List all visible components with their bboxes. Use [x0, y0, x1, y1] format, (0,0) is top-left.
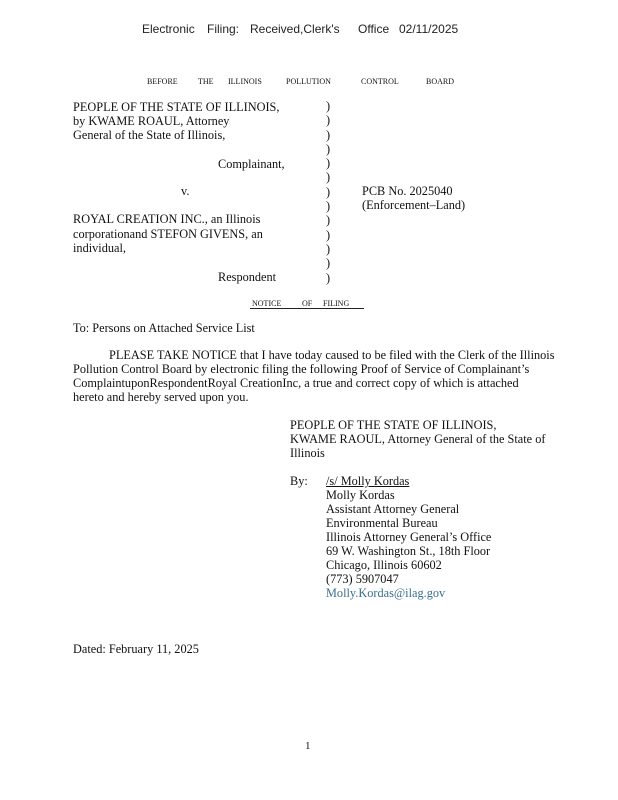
- party-line: Illinois: [290, 446, 325, 460]
- paren: ): [326, 199, 331, 214]
- body-line: PLEASE TAKE NOTICE that I have today caused to be filed with the Clerk of the Illinois: [109, 348, 555, 362]
- plaintiff-line: General of the State of Illinois,: [73, 128, 226, 142]
- body-line: Pollution Control Board by electronic filing the following Proof of Service of Complainant’s: [73, 362, 530, 376]
- signer-phone: (773) 5907047: [326, 572, 399, 586]
- paren: ): [326, 127, 331, 142]
- paren: ): [326, 156, 331, 171]
- complainant-label: Complainant,: [218, 157, 285, 171]
- paren: ): [326, 213, 331, 228]
- body-line: hereto and hereby served upon you.: [73, 390, 249, 404]
- heading-word: BEFORE: [147, 77, 178, 86]
- respondent-label: Respondent: [218, 270, 277, 284]
- signer-bureau: Environmental Bureau: [326, 516, 438, 530]
- paren: ): [326, 241, 331, 256]
- stamp-word-electronic: Electronic: [142, 22, 195, 36]
- paren: ): [326, 141, 331, 156]
- paren: ): [326, 227, 331, 242]
- case-number: PCB No. 2025040: [362, 184, 453, 198]
- plaintiff-line: PEOPLE OF THE STATE OF ILLINOIS,: [73, 100, 280, 114]
- paren: ): [326, 184, 331, 199]
- defendant-line: ROYAL CREATION INC., an Illinois: [73, 212, 261, 226]
- email-link[interactable]: Molly.Kordas@ilag.gov: [326, 586, 446, 600]
- stamp-word-received: Received,Clerk's: [250, 22, 340, 36]
- caption-parenthesis-column: [326, 99, 334, 285]
- signer-title: Assistant Attorney General: [326, 502, 460, 516]
- heading-word: ILLINOIS: [228, 77, 262, 86]
- heading-word: POLLUTION: [286, 77, 331, 86]
- stamp-word-office: Office: [358, 22, 390, 36]
- body-line: ComplaintuponRespondentRoyal CreationInc, a true and correct copy of which is attached: [73, 376, 519, 390]
- defendant-line: corporationand STEFON GIVENS, an: [73, 227, 263, 241]
- stamp-word-filing: Filing:: [207, 22, 240, 36]
- electronic-signature: /s/ Molly Kordas: [326, 474, 410, 488]
- case-type: (Enforcement–Land): [362, 198, 466, 212]
- notice-word: FILING: [323, 299, 350, 308]
- signer-city: Chicago, Illinois 60602: [326, 558, 442, 572]
- paren: ): [326, 170, 331, 185]
- paren: ): [326, 113, 331, 128]
- notice-underline: [250, 308, 364, 309]
- party-line: PEOPLE OF THE STATE OF ILLINOIS,: [290, 418, 497, 432]
- paren: ): [326, 270, 331, 285]
- notice-word: OF: [302, 299, 313, 308]
- notice-word: NOTICE: [252, 299, 282, 308]
- dated-line: Dated: February 11, 2025: [73, 642, 199, 656]
- signer-office: Illinois Attorney General’s Office: [326, 530, 492, 544]
- defendant-line: individual,: [73, 241, 126, 255]
- paren: ): [326, 99, 331, 113]
- signer-street: 69 W. Washington St., 18th Floor: [326, 544, 491, 558]
- heading-word: THE: [198, 77, 214, 86]
- by-label: By:: [290, 474, 308, 488]
- heading-word: CONTROL: [361, 77, 399, 86]
- versus-label: v.: [181, 184, 190, 198]
- heading-word: BOARD: [426, 77, 455, 86]
- paren: ): [326, 256, 331, 271]
- to-line: To: Persons on Attached Service List: [73, 321, 255, 335]
- page-number: 1: [305, 740, 311, 752]
- plaintiff-line: by KWAME ROAUL, Attorney: [73, 114, 230, 128]
- stamp-date: 02/11/2025: [399, 22, 459, 36]
- signer-name: Molly Kordas: [326, 488, 395, 502]
- party-line: KWAME RAOUL, Attorney General of the State of: [290, 432, 546, 446]
